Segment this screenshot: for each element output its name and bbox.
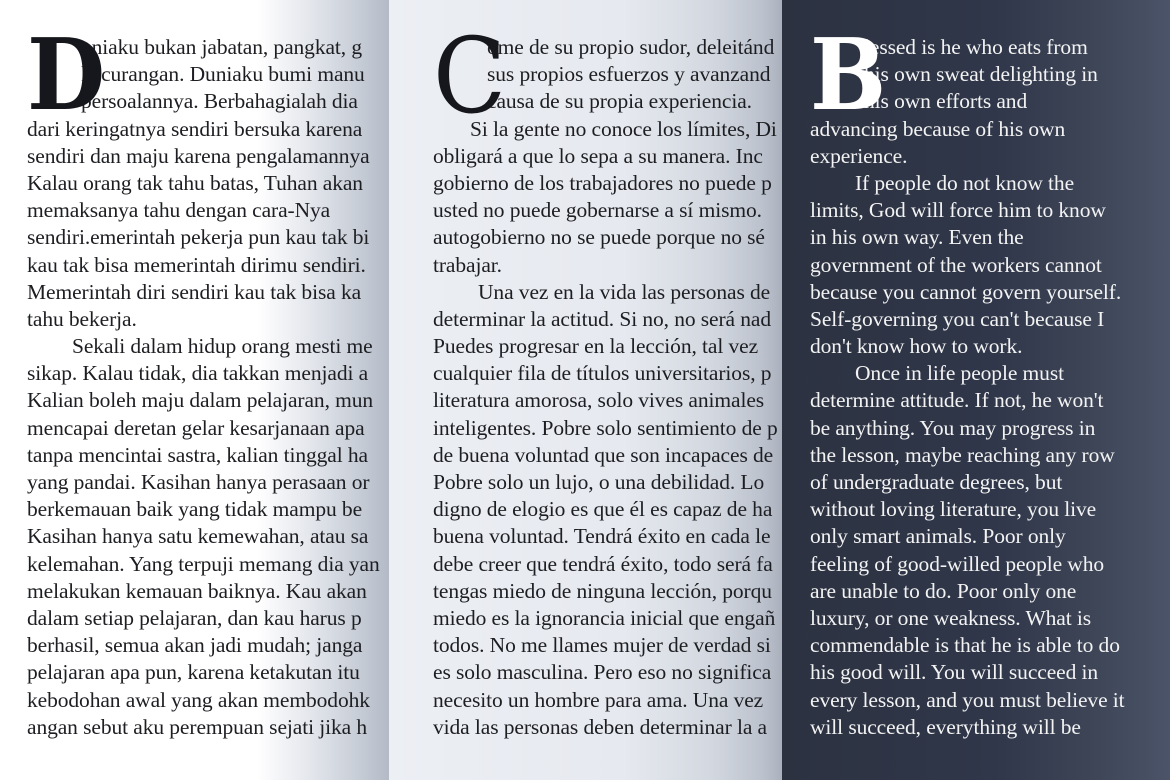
spanish-body-text [433,15,778,741]
text-line: dari keringatnya sendiri bersuka karena [27,116,363,141]
text-line: kebodohan awal yang akan membodohk [27,687,370,712]
indonesian-body-text [27,18,380,741]
text-line: tengas miedo de ninguna lección, porqu [433,578,772,603]
text-line: tanpa mencintai sastra, kalian tinggal ha [27,442,368,467]
text-line: buena voluntad. Tendrá éxito en cada le [433,524,771,549]
text-line: tahu bekerja. [27,306,137,331]
text-line: determinar la actitud. Si no, no será nad [433,306,772,331]
text-line: experience. [810,143,908,168]
text-line: dalam setiap pelajaran, dan kau harus p [27,605,362,630]
text-line: inteligentes. Pobre solo sentimiento de p [433,415,778,440]
text-line: only smart animals. Poor only [810,524,1066,549]
text-line: cualquier fila de títulos universitarios, p [433,361,772,386]
spanish-text-panel [389,0,782,780]
text-line: uniaku bukan jabatan, pangkat, g [81,35,362,59]
text-line: persoalannya. Berbahagialah dia [81,89,358,114]
text-line: government of the workers cannot [810,252,1102,277]
text-line: miedo es la ignorancia inicial que engañ [433,605,776,630]
text-line: yang pandai. Kasihan hanya perasaan or [27,470,370,494]
text-line: sendiri.emerintah pekerja pun kau tak bi [27,225,370,250]
text-line: If people do not know the [855,170,1075,195]
drop-cap: D [27,18,106,133]
text-line: Kasihan hanya satu kemewahan, atau sa [27,524,369,549]
drop-cap: C [433,15,507,137]
text-line: sendiri dan maju karena pengalamannya [27,143,370,168]
text-line: without loving literature, you live [810,497,1097,522]
text-line: de buena voluntad que son incapaces de [433,442,774,467]
text-line: berhasil, semua akan jadi mudah; janga [27,633,363,658]
text-line: memaksanya tahu dengan cara-Nya [27,198,331,223]
text-line: don't know how to work. [810,334,1023,359]
text-line: es solo masculina. Pero eso no significa [433,660,772,685]
text-line: literatura amorosa, solo vives animales [433,388,765,413]
text-line: his good will. You will succeed in [810,660,1099,685]
indonesian-text-panel [0,0,389,780]
text-line: todos. No me llames mujer de verdad si [433,633,771,658]
text-line: his own efforts and [864,89,1028,114]
text-line: determine attitude. If not, he won't [810,388,1104,413]
text-line: kelemahan. Yang terpuji memang dia yan [27,551,380,576]
text-line: obligará a que lo sepa a su manera. Inc [433,143,763,168]
text-line: sikap. Kalau tidak, dia takkan menjadi a [27,361,369,386]
text-line: Una vez en la vida las personas de [478,279,771,304]
text-line: gobierno de los trabajadores no puede p [433,170,772,195]
text-line: lessed is he who eats from [864,35,1088,59]
text-line: limits, God will force him to know [810,198,1106,223]
text-line: Memerintah diri sendiri kau tak bisa ka [27,279,362,304]
text-line: every lesson, and you must believe it [810,687,1125,712]
text-line: Puedes progresar en la lección, tal vez [433,334,759,359]
text-line: necesito un hombre para ama. Una vez [433,687,764,712]
text-line: Once in life people must [855,361,1064,386]
text-line: feeling of good-willed people who [810,551,1105,576]
text-line: angan sebut aku perempuan sejati jika h [27,714,367,739]
text-line: because you cannot govern yourself. [810,279,1122,304]
text-line: the lesson, maybe reaching any row [810,442,1115,467]
text-line: ome de su propio sudor, deleitánd [487,35,775,59]
text-line: in his own way. Even the [810,225,1024,250]
text-line: berkemauan baik yang tidak mampu be [27,497,363,522]
text-line: will succeed, everything will be [810,714,1081,739]
text-line: are unable to do. Poor only one [810,578,1077,603]
text-line: Si la gente no conoce los límites, Di [470,116,777,141]
text-line: Sekali dalam hidup orang mesti me [72,334,373,359]
english-body-text [810,18,1125,741]
text-line: Kalau orang tak tahu batas, Tuhan akan [27,170,363,195]
text-line: pelajaran apa pun, karena ketakutan itu [27,660,360,685]
text-line: Self-governing you can't because I [810,306,1105,331]
text-line: kau tak bisa memerintah dirimu sendiri. [27,252,366,277]
text-line: Kalian boleh maju dalam pelajaran, mun [27,388,374,413]
text-line: trabajar. [433,252,502,277]
text-line: mencapai deretan gelar kesarjanaan apa [27,415,365,440]
text-line: his own sweat delighting in [864,62,1098,87]
text-line: advancing because of his own [810,116,1066,141]
english-text-panel [782,0,1170,780]
text-line: digno de elogio es que él es capaz de ha [433,497,773,522]
text-line: luxury, or one weakness. What is [810,605,1092,630]
text-line: causa de su propia experiencia. [487,89,752,114]
text-line: be anything. You may progress in [810,415,1096,440]
text-line: debe creer que tendrá éxito, todo será fa [433,551,773,576]
text-line: usted no puede gobernarse a sí mismo. [433,198,762,223]
text-line: melakukan kemauan baiknya. Kau akan [27,578,367,603]
text-line: commendable is that he is able to do [810,633,1120,658]
text-line: Pobre solo un lujo, o una debilidad. Lo [433,470,765,494]
text-line: sus propios esfuerzos y avanzand [487,62,771,87]
text-line: vida las personas deben determinar la a [433,714,767,739]
text-line: kecurangan. Duniaku bumi manu [81,62,365,87]
text-line: autogobierno no se puede porque no sé [433,225,765,250]
text-line: of undergraduate degrees, but [810,470,1063,494]
drop-cap: B [810,18,887,133]
